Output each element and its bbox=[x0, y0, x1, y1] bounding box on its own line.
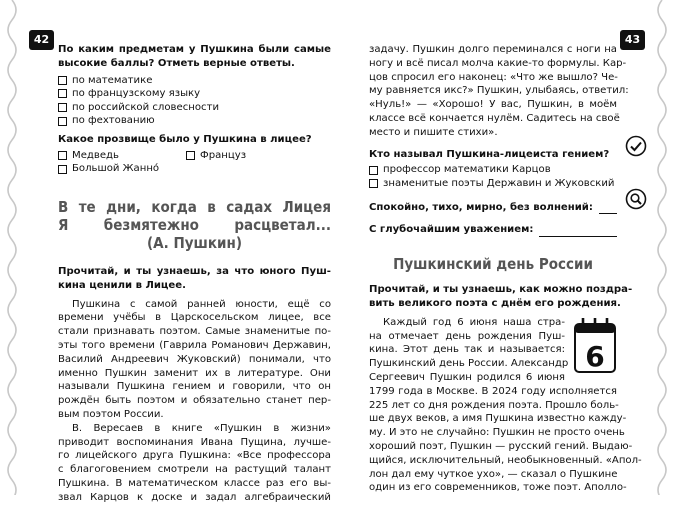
text-line: Сергеевич Пушкин родился 6 июня bbox=[369, 371, 565, 383]
text-line: приводит воспоминания Ивана Пущина, лучше- bbox=[58, 436, 331, 448]
text-line: именно Пушкин заменит их в литературе. Они bbox=[58, 367, 331, 379]
q1-option-math[interactable] bbox=[58, 74, 331, 88]
text-line: классе всё кончается нулём. Садитесь на своё bbox=[369, 112, 620, 124]
checkbox[interactable] bbox=[58, 165, 67, 174]
section-title: Пушкинский день России bbox=[393, 255, 593, 274]
text-line: Пушкина. В математическом классе раз его вы- bbox=[58, 477, 331, 489]
calendar-day: 6 bbox=[585, 339, 605, 373]
text-line: называли Пушкина гением и говорили, что он bbox=[58, 381, 331, 393]
q1-option-french[interactable] bbox=[58, 87, 331, 101]
question2-text: Какое прозвище было у Пушкина в лицее? bbox=[58, 133, 312, 145]
left-column bbox=[58, 43, 331, 505]
option-label: по фехтованию bbox=[72, 115, 155, 127]
task-line: Прочитай, и ты узнаешь, как можно поздра- bbox=[369, 284, 633, 296]
checkbox[interactable] bbox=[58, 117, 67, 126]
text-line: рождён быть поэтом и обязательно станет пер- bbox=[58, 395, 331, 407]
page-number-left: 42 bbox=[29, 30, 54, 50]
text-line: кина. Этот день так и называется: bbox=[369, 344, 565, 356]
text-line: Пушкина с самой ранней юности, ещё со bbox=[72, 298, 331, 310]
text-line: ше двух веков, а имя Пушкина известно кажду- bbox=[369, 413, 627, 425]
text-line: с благоговением смотрели на растущий талант bbox=[58, 464, 331, 476]
text-line: щийся, исключительный, необыкновенный. «Апол- bbox=[369, 454, 642, 466]
q1-option-literature[interactable] bbox=[58, 101, 331, 115]
quote-author: (А. Пушкин) bbox=[147, 233, 242, 252]
answer-blank[interactable] bbox=[539, 226, 617, 237]
question3-text: Кто называл Пушкина-лицеиста гением? bbox=[369, 148, 610, 160]
fill-line-respect bbox=[369, 223, 617, 237]
checkbox[interactable] bbox=[58, 151, 67, 160]
fill-line-calmly bbox=[369, 201, 617, 215]
q1-option-fencing[interactable] bbox=[58, 114, 331, 128]
text-line: времени учёбы в Царскосельском лицее, все bbox=[58, 312, 331, 324]
checkbox[interactable] bbox=[58, 89, 67, 98]
text-line: звал Карцов к доске и задал алгебраический bbox=[58, 491, 331, 503]
quote-line: Я безмятежно расцветал... bbox=[58, 215, 331, 234]
checkbox[interactable] bbox=[186, 151, 195, 160]
question1-line: высокие баллы? Отметь верные ответы. bbox=[58, 57, 295, 69]
fill-label: С глубочайшим уважением: bbox=[369, 224, 534, 236]
answer-blank[interactable] bbox=[599, 203, 617, 214]
text-line: цов спросил его наконец: «Что же вышло? Че- bbox=[369, 71, 618, 83]
q2-option-frenchman[interactable] bbox=[186, 149, 246, 163]
text-line: ногу и всё писал молча какие-то формулы. Кар- bbox=[369, 57, 627, 69]
q2-option-big-jeannot[interactable] bbox=[58, 162, 331, 176]
option-label: Француз bbox=[200, 149, 247, 161]
checkmark-icon bbox=[625, 135, 647, 157]
checkbox[interactable] bbox=[58, 103, 67, 112]
text-line: задачу. Пушкин долго переминался с ноги на bbox=[369, 44, 617, 55]
text-line: лон дал ему чуткое ухо», — сказал о Пушкине bbox=[369, 468, 618, 480]
text-line: хороший поэт, Пушкин — русский гений. Выдаю- bbox=[369, 440, 633, 452]
checkbox[interactable] bbox=[369, 166, 378, 175]
text-line: Василий Андреевич Жуковский) понимали, что bbox=[58, 353, 331, 365]
text-line: 225 лет со дня рождения поэта. Прошло боль- bbox=[369, 399, 619, 411]
q2-option-bear[interactable] bbox=[58, 149, 186, 163]
text-line: Пушкинский день России. Александр bbox=[369, 358, 569, 370]
left-wavy-border bbox=[0, 0, 24, 495]
magnifier-icon bbox=[625, 188, 647, 210]
option-label: по математике bbox=[72, 74, 153, 86]
text-line: Каждый год 6 июня наша стра- bbox=[383, 316, 565, 328]
task-line: вить великого поэта с днём его рождения. bbox=[369, 297, 621, 309]
question1-line: По каким предметам у Пушкина были самые bbox=[58, 44, 331, 55]
page-number-right: 43 bbox=[620, 30, 645, 50]
option-label: Медведь bbox=[72, 149, 119, 161]
right-column bbox=[369, 43, 642, 495]
text-line: «Нуль!» — «Хорошо! У вас, Пушкин, в моём bbox=[369, 99, 617, 111]
option-label: профессор математики Карцов bbox=[383, 164, 551, 176]
text-line: 1799 года в Москве. В 2024 году исполняется bbox=[369, 385, 617, 397]
task-line: кина ценили в Лицее. bbox=[58, 279, 186, 291]
q3-option-kartsov[interactable] bbox=[369, 163, 617, 177]
text-line: один из его современников, тоже поэт. Аполло- bbox=[369, 482, 627, 494]
text-line: го лицейского друга Пушкина: «Все профессора bbox=[58, 450, 331, 462]
fill-label: Спокойно, тихо, мирно, без волнений: bbox=[369, 201, 593, 213]
text-line: му равняется икс?» Пушкин, улыбаясь, ответил: bbox=[369, 85, 629, 97]
option-label: по французскому языку bbox=[72, 88, 201, 100]
text-line: му. И это не случайно: Пушкин не просто очень bbox=[369, 427, 625, 439]
text-line: эты того времени (Гаврила Романович Державин, bbox=[58, 339, 331, 351]
option-label: знаменитые поэты Державин и Жуковский bbox=[383, 177, 615, 189]
checkbox[interactable] bbox=[369, 179, 378, 188]
text-line: вым поэтом России. bbox=[58, 408, 164, 420]
q3-option-poets[interactable] bbox=[369, 177, 617, 191]
checkbox[interactable] bbox=[58, 76, 67, 85]
text-line: на отмечает день рождения Пуш- bbox=[369, 330, 565, 342]
right-wavy-border bbox=[650, 0, 674, 495]
option-label: по российской словесности bbox=[72, 101, 220, 113]
option-label: Большой Жанно́ bbox=[72, 163, 160, 175]
text-line: место и пишите стихи». bbox=[369, 126, 498, 138]
calendar-icon bbox=[573, 316, 617, 374]
text-line: В. Вересаев в книге «Пушкин в жизни» bbox=[72, 422, 331, 434]
text-line: стали признавать поэтом. Самые знаменитые по- bbox=[58, 326, 331, 338]
task-line: Прочитай, и ты узнаешь, за что юного Пуш- bbox=[58, 265, 331, 277]
quote-line: В те дни, когда в садах Лицея bbox=[58, 197, 331, 216]
